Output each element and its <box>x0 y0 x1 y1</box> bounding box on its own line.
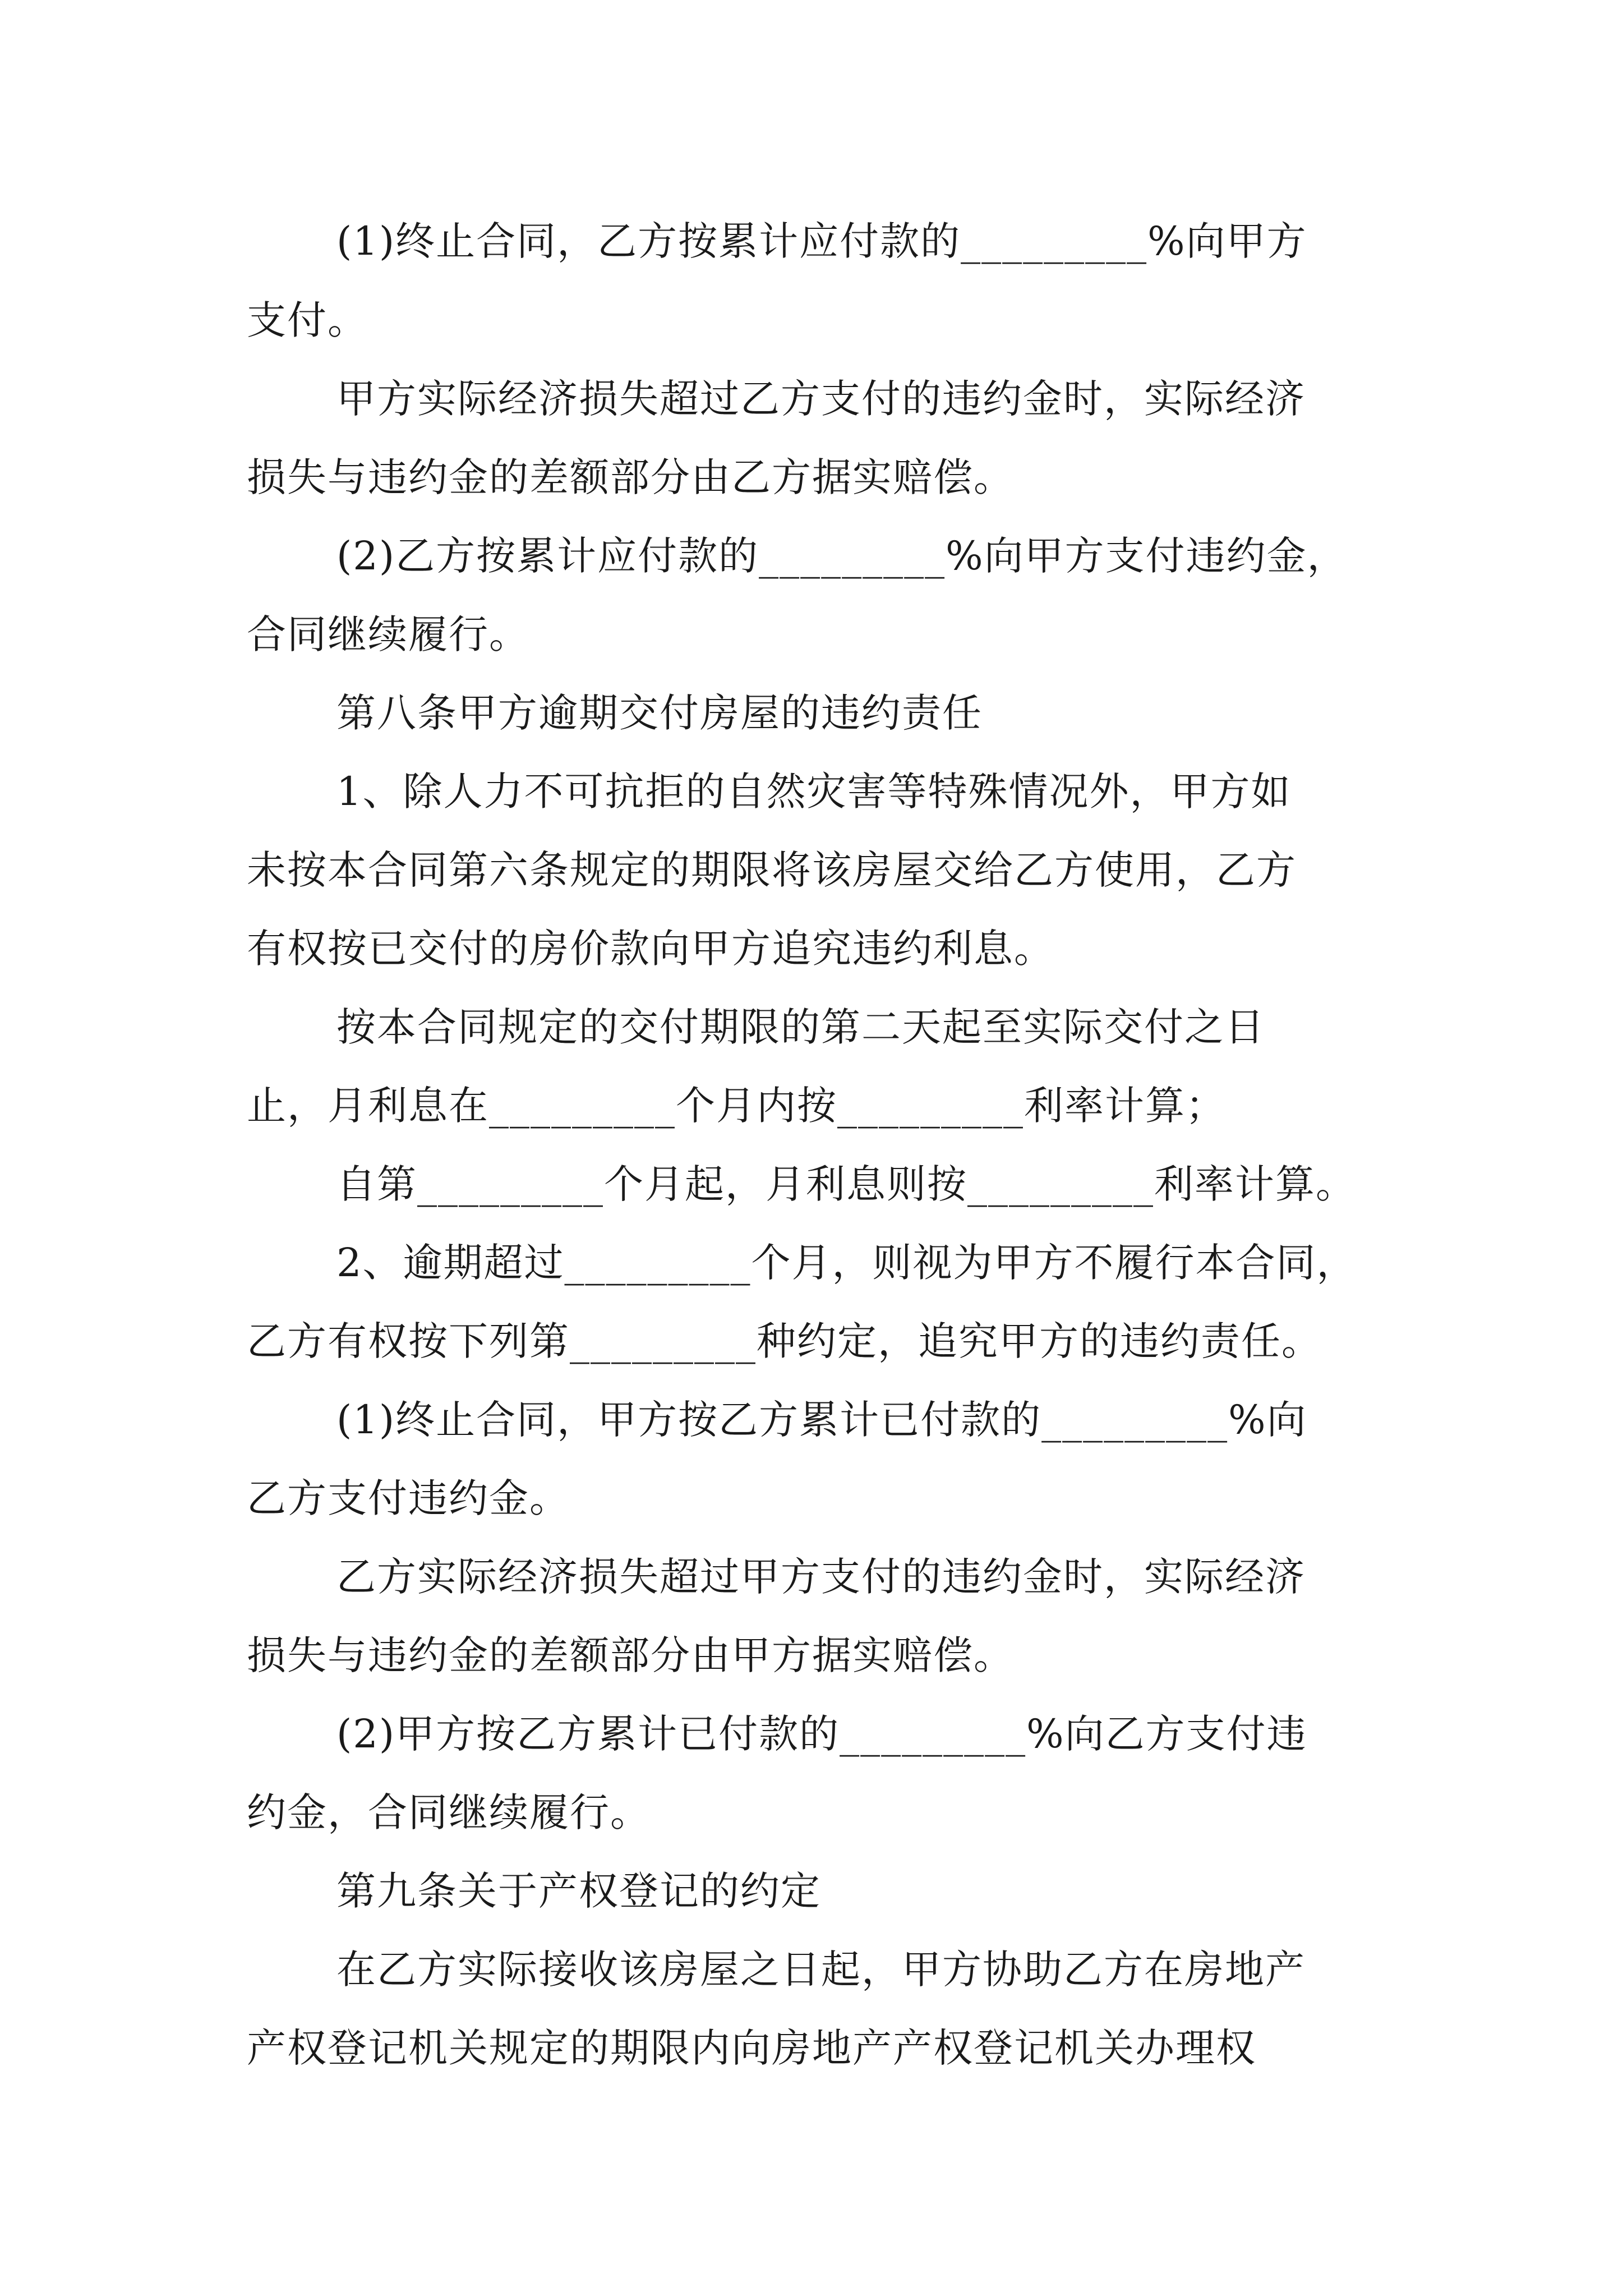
section-heading: 第九条关于产权登记的约定 <box>336 1868 821 1914</box>
text-line: 1、除人力不可抗拒的自然灾害等特殊情况外，甲方如 <box>336 769 1292 815</box>
text-line: 甲方实际经济损失超过乙方支付的违约金时，实际经济 <box>336 376 1306 422</box>
text-line: 乙方有权按下列第_________种约定，追究甲方的违约责任。 <box>247 1318 1322 1364</box>
text-line: 在乙方实际接收该房屋之日起，甲方协助乙方在房地产 <box>336 1947 1306 1993</box>
text-line: 合同继续履行。 <box>247 611 529 657</box>
text-line: (1)终止合同，乙方按累计应付款的_________%向甲方 <box>336 218 1307 264</box>
text-line: 乙方支付违约金。 <box>247 1475 570 1521</box>
text-line: 乙方实际经济损失超过甲方支付的违约金时，实际经济 <box>336 1554 1306 1600</box>
text-line: (1)终止合同，甲方按乙方累计已付款的_________%向 <box>336 1397 1307 1443</box>
section-heading: 第八条甲方逾期交付房屋的违约责任 <box>336 690 983 736</box>
text-line: (2)乙方按累计应付款的_________%向甲方支付违约金， <box>336 533 1348 579</box>
text-line: 有权按已交付的房价款向甲方追究违约利息。 <box>247 926 1054 972</box>
text-line: 产权登记机关规定的期限内向房地产产权登记机关办理权 <box>247 2025 1256 2071</box>
text-line: (2)甲方按乙方累计已付款的_________%向乙方支付违 <box>336 1711 1307 1757</box>
text-line: 止，月利息在_________个月内按_________利率计算； <box>247 1083 1226 1129</box>
text-line: 损失与违约金的差额部分由乙方据实赔偿。 <box>247 454 1014 500</box>
text-line: 自第_________个月起，月利息则按_________利率计算。 <box>336 1161 1356 1207</box>
text-line: 支付。 <box>247 297 368 343</box>
text-line: 约金，合同继续履行。 <box>247 1789 651 1835</box>
text-line: 按本合同规定的交付期限的第二天起至实际交付之日 <box>336 1004 1265 1050</box>
text-line: 损失与违约金的差额部分由甲方据实赔偿。 <box>247 1632 1014 1678</box>
text-line: 2、逾期超过_________个月，则视为甲方不履行本合同， <box>336 1240 1357 1286</box>
text-line: 未按本合同第六条规定的期限将该房屋交给乙方使用，乙方 <box>247 847 1297 893</box>
